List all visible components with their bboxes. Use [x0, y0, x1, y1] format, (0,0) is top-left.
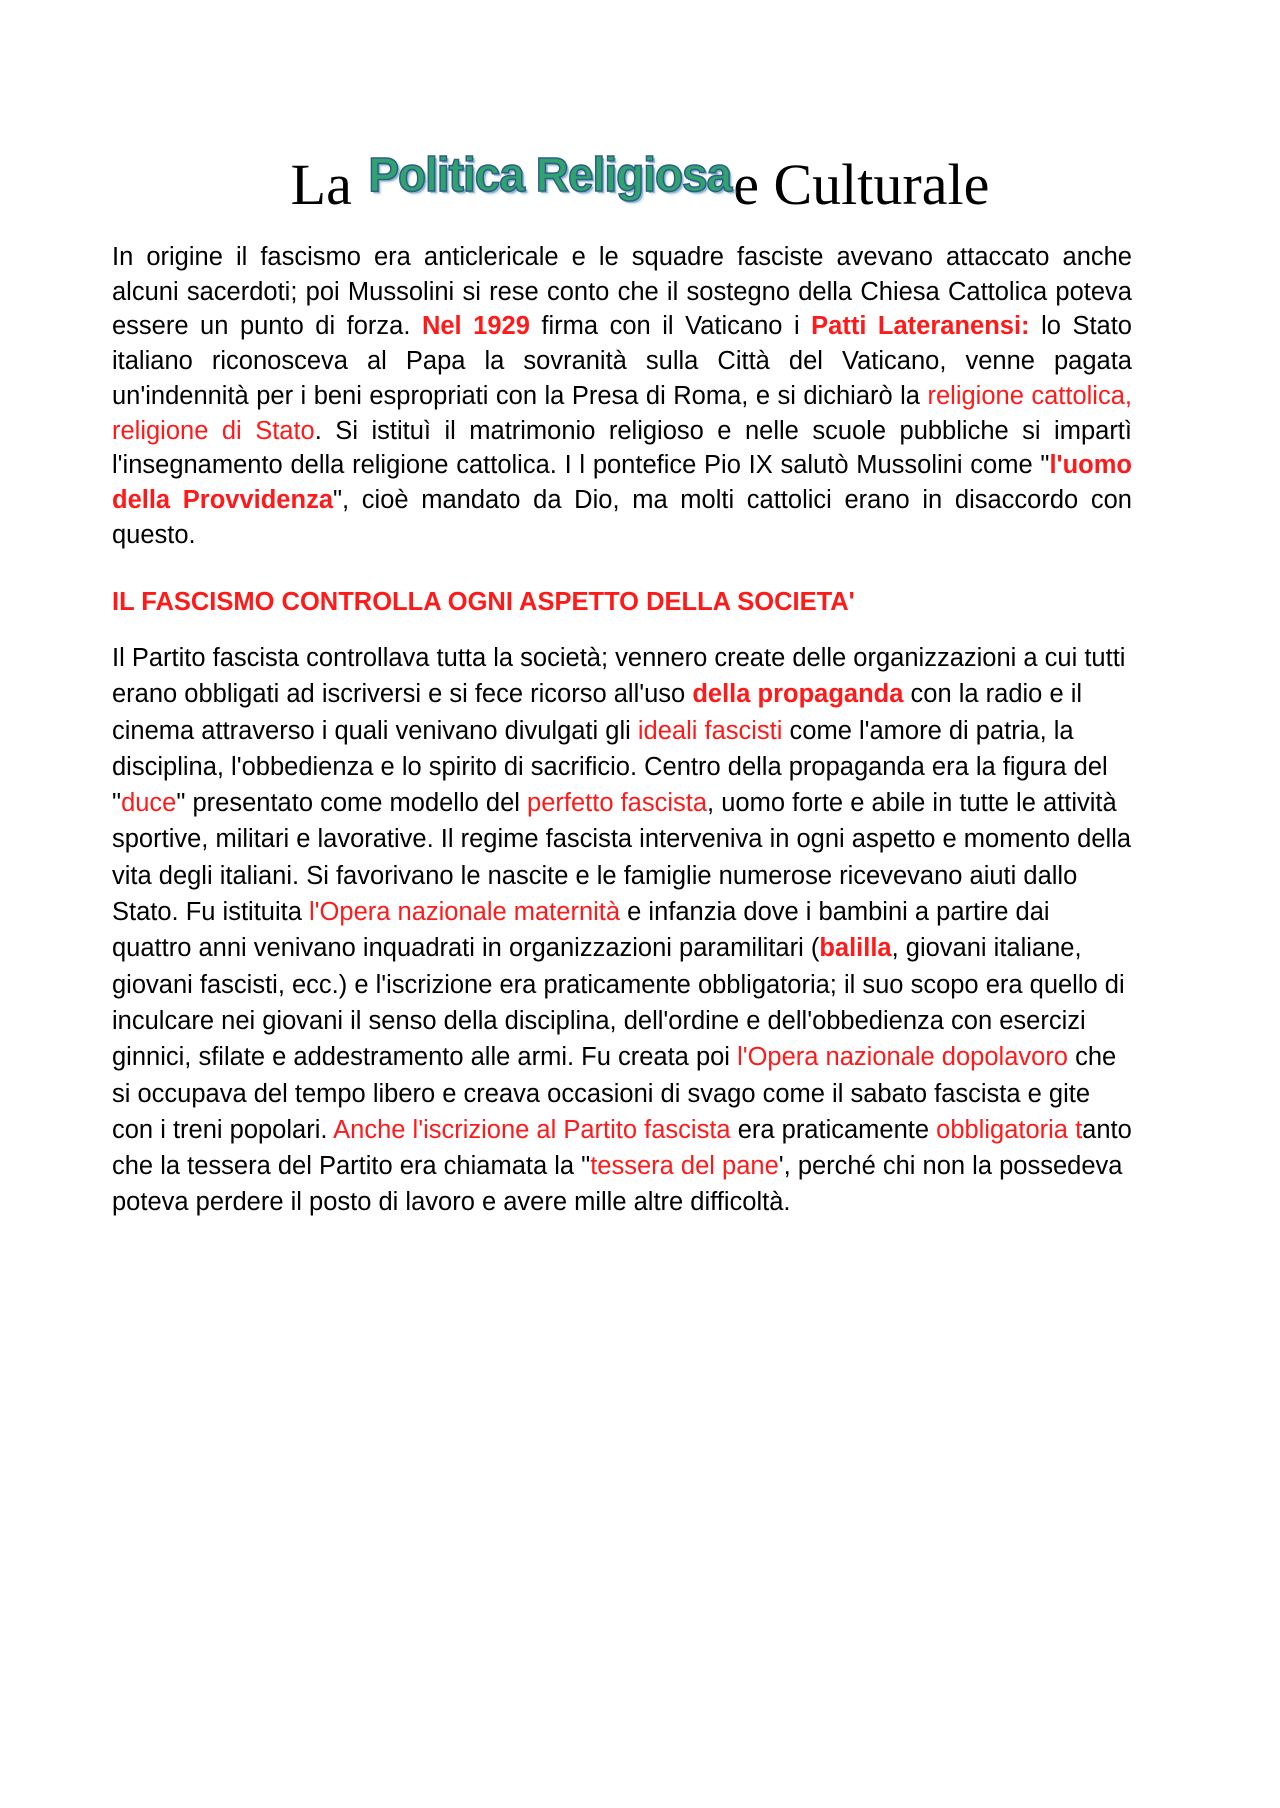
text-run: come l'amore di patria, la disciplina, l'obbedienza e lo spirito di sacrificio. Centro della propaganda era la figura del "	[112, 716, 1108, 818]
text-run: ', perché chi non la possedeva poteva perdere il posto di lavoro e avere mille altre difficoltà.	[112, 1152, 1123, 1217]
highlight-religione-di-stato: religione cattolica, religione di Stato	[112, 381, 1132, 445]
highlight-iscrizione-partito: Anche l'iscrizione al Partito fascista	[333, 1115, 731, 1144]
text-run: con la radio e il cinema attraverso i quali venivano divulgati gli	[112, 680, 1083, 745]
highlight-ideali-fascisti: ideali fascisti	[637, 716, 783, 745]
title-prefix: La	[290, 152, 352, 217]
paragraph-society-control	[112, 640, 1132, 1221]
text-run: lo Stato italiano riconosceva al Papa la sovranità sulla Città del Vaticano, venne pagata un'indennità per i beni espropriati con la Presa di Roma, e si dichiarò la	[112, 312, 1132, 410]
highlight-1929: Nel 1929	[421, 312, 530, 341]
text-run: che si occupava del tempo libero e creava occasioni di svago come il sabato fascista e gite con i treni popolari.	[112, 1043, 1117, 1144]
paragraph-religious-policy	[112, 240, 1132, 552]
text-run: ", cioè mandato da Dio, ma molti cattolici erano in disaccordo con questo.	[112, 485, 1132, 549]
text-run: firma con il Vaticano i	[529, 312, 812, 341]
highlight-opera-maternita: l'Opera nazionale maternità	[309, 898, 621, 927]
text-run: era praticamente	[730, 1115, 937, 1144]
page-title	[0, 146, 1280, 223]
text-run: . Si istituì il matrimonio religioso e nelle scuole pubbliche si impartì l'insegnamento della religione cattolica. I l pontefice Pio IX salutò Mussolini come "	[112, 416, 1132, 480]
text-run: , uomo forte e abile in tutte le attività sportive, militari e lavorative. Il regime fascista interveniva in ogni aspetto e momento della vita degli italiani. Si favorivano le nascite e le famiglie numerose ricevevano aiuti dallo Stato. Fu istituita	[112, 789, 1132, 927]
highlight-opera-dopolavoro: l'Opera nazionale dopolavoro	[737, 1043, 1068, 1072]
highlight-balilla: balilla	[819, 934, 892, 963]
text-run: " presentato come modello del	[176, 789, 528, 818]
highlight-patti-lateranensi: Patti Lateranensi:	[811, 312, 1030, 341]
highlight-perfetto-fascista: perfetto fascista	[527, 789, 708, 818]
highlight-duce: duce	[121, 789, 177, 818]
title-suffix: e Culturale	[733, 152, 990, 217]
highlight-obbligatoria: obbligatoria t	[936, 1115, 1083, 1144]
section-heading: IL FASCISMO CONTROLLA OGNI ASPETTO DELLA SOCIETA'	[112, 588, 855, 616]
text-run: anto che la tessera del Partito era chiamata la "	[112, 1115, 1132, 1181]
text-run: e infanzia dove i bambini a partire dai quattro anni venivano inquadrati in organizzazioni paramilitari (	[112, 898, 1050, 963]
highlight-propaganda: della propaganda	[692, 680, 904, 709]
title-wordart: Politica Religiosa	[368, 146, 732, 202]
highlight-tessera-del-pane: tessera del pane	[590, 1152, 779, 1181]
text-run: In origine il fascismo era anticlericale e le squadre fasciste avevano attaccato anche alcuni sacerdoti; poi Mussolini si rese conto che il sostegno della Chiesa Cattolica poteva essere un punto di forza.	[112, 243, 1132, 341]
text-run: , giovani italiane, giovani fascisti, ecc.) e l'iscrizione era praticamente obbligatoria; il suo scopo era quello di inculcare nei giovani il senso della disciplina, dell'ordine e dell'obbedienza con esercizi ginnici, sfilate e addestramento alle armi. Fu creata poi	[112, 934, 1125, 1072]
text-run: Il Partito fascista controllava tutta la società; vennero create delle organizzazioni a cui tutti erano obbligati ad iscriversi e si fece ricorso all'uso	[112, 644, 1126, 709]
highlight-uomo-provvidenza: l'uomo della Provvidenza	[112, 451, 1132, 514]
